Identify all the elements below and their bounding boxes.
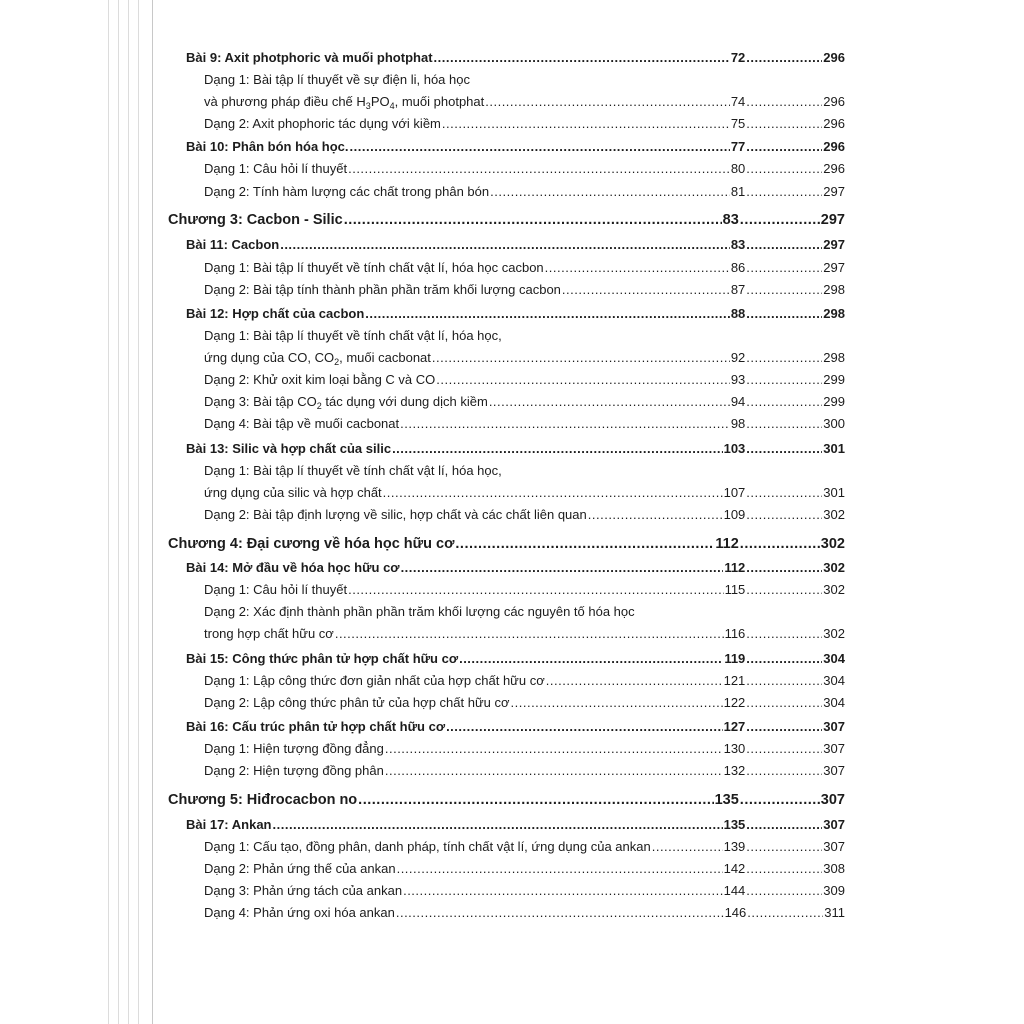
answer-page-number: 296 [823,161,845,176]
answer-page-number: 297 [823,184,845,199]
dot-leader [459,648,723,670]
answer-page-number: 298 [823,350,845,365]
dot-leader [446,716,723,738]
answer-page-number: 296 [823,116,845,131]
answer-page-number: 302 [823,507,845,522]
dot-leader [344,209,722,231]
exercise-entry [204,670,845,692]
dot-leader [746,814,822,836]
dot-leader [746,716,822,738]
exercise-entry [204,391,845,413]
exercise-entry [204,279,845,301]
exercise-entry [204,257,845,279]
dot-leader [746,836,822,858]
entry-continuation [204,325,845,347]
question-page-number: 139 [723,839,746,854]
dot-leader [746,557,822,579]
chapter-entry [168,533,845,555]
question-page-number: 75 [730,116,746,131]
dot-leader [383,482,723,504]
dot-leader [396,902,724,924]
entry-title: Dạng 1: Bài tập lí thuyết về tính chất vật lí, hóa học, [204,463,502,478]
exercise-entry [204,836,845,858]
dot-leader [746,413,822,435]
dot-leader [436,369,730,391]
dot-leader [385,738,723,760]
question-page-number: 146 [724,905,747,920]
question-page-number: 98 [730,416,746,431]
entry-title: Bài 14: Mở đầu về hóa học hữu cơ [186,560,400,575]
entry-title: Bài 15: Công thức phân tử hợp chất hữu cơ [186,651,459,666]
lesson-entry [186,234,845,256]
entry-title: Dạng 1: Bài tập lí thuyết về tính chất vật lí, hóa học, [204,328,502,343]
dot-leader [442,113,730,135]
exercise-entry [204,369,845,391]
dot-leader [588,504,723,526]
dot-leader [403,880,723,902]
answer-page-number: 298 [823,306,845,321]
answer-page-number: 300 [823,416,845,431]
entry-title: ứng dụng của silic và hợp chất [204,485,382,500]
question-page-number: 130 [723,741,746,756]
dot-leader [350,136,730,158]
dot-leader [546,670,723,692]
dot-leader [489,391,730,413]
question-page-number: 92 [730,350,746,365]
dot-leader [652,836,723,858]
answer-page-number: 297 [823,260,845,275]
dot-leader [740,533,820,555]
dot-leader [747,902,823,924]
question-page-number: 83 [722,212,739,228]
entry-title: Chương 3: Cacbon - Silic [168,212,343,228]
answer-page-number: 298 [823,282,845,297]
lesson-entry [186,136,845,158]
lesson-entry [186,648,845,670]
dot-leader [273,814,723,836]
exercise-entry [204,158,845,180]
question-page-number: 116 [724,626,746,641]
dot-leader [740,209,820,231]
answer-page-number: 297 [820,212,845,228]
entry-title: Dạng 1: Câu hỏi lí thuyết [204,582,348,597]
dot-leader [746,692,822,714]
dot-leader [401,557,724,579]
answer-page-number: 299 [823,372,845,387]
answer-page-number: 304 [823,673,845,688]
dot-leader [392,438,723,460]
exercise-entry [204,623,845,645]
answer-page-number: 307 [823,763,845,778]
dot-leader [746,670,822,692]
entry-title: Chương 4: Đại cương về hóa học hữu cơ [168,536,455,552]
dot-leader [746,234,822,256]
question-page-number: 115 [724,582,746,597]
exercise-entry [204,181,845,203]
entry-title: Bài 11: Cacbon [186,237,280,252]
entry-title: Dạng 2: Phản ứng thế của ankan [204,861,396,876]
answer-page-number: 304 [823,695,845,710]
entry-title: Dạng 1: Bài tập lí thuyết về tính chất vật lí, hóa học cacbon [204,260,544,275]
question-page-number: 86 [730,260,746,275]
question-page-number: 80 [730,161,746,176]
entry-title: Dạng 2: Khử oxit kim loại bằng C và CO [204,372,436,387]
dot-leader [746,504,822,526]
entry-continuation [204,460,845,482]
exercise-entry [204,504,845,526]
entry-title: Bài 17: Ankan [186,817,272,832]
entry-title: Dạng 4: Phản ứng oxi hóa ankan [204,905,395,920]
dot-leader [746,369,822,391]
answer-page-number: 302 [823,560,845,575]
entry-title: Dạng 1: Lập công thức đơn giản nhất của hợp chất hữu cơ [204,673,545,688]
entry-title: Dạng 1: Cấu tạo, đồng phân, danh pháp, tính chất vật lí, ứng dụng của ankan [204,839,651,854]
exercise-entry [204,579,845,601]
exercise-entry [204,692,845,714]
dot-leader [490,181,730,203]
answer-page-number: 311 [824,905,845,920]
dot-leader [746,760,822,782]
entry-title: Dạng 3: Phản ứng tách của ankan [204,883,403,898]
entry-title: Bài 12: Hợp chất của cacbon [186,306,365,321]
dot-leader [746,623,822,645]
question-page-number: 74 [730,94,746,109]
dot-leader [434,47,730,69]
entry-title: Bài 16: Cấu trúc phân tử hợp chất hữu cơ [186,719,446,734]
dot-leader [385,760,723,782]
answer-page-number: 308 [823,861,845,876]
entry-title: Bài 9: Axit photphoric và muối photphat [186,50,433,65]
entry-title: Bài 13: Silic và hợp chất của silic [186,441,392,456]
dot-leader [400,413,730,435]
exercise-entry [204,738,845,760]
exercise-entry [204,902,845,924]
dot-leader [348,158,730,180]
lesson-entry [186,303,845,325]
entry-title: trong hợp chất hữu cơ [204,626,334,641]
chapter-entry [168,209,845,231]
answer-page-number: 304 [823,651,845,666]
question-page-number: 127 [723,719,746,734]
question-page-number: 77 [730,139,746,154]
answer-page-number: 297 [823,237,845,252]
entry-title: và phương pháp điều chế $H_3PO_4$, muối photphat [204,94,485,111]
question-page-number: 112 [715,536,739,552]
exercise-entry [204,413,845,435]
question-page-number: 122 [723,695,746,710]
answer-page-number: 307 [823,719,845,734]
entry-title: Bài 10: Phân bón hóa học. [186,139,349,154]
answer-page-number: 296 [823,94,845,109]
dot-leader [455,533,714,555]
question-page-number: 94 [730,394,746,409]
entry-continuation [204,601,845,623]
dot-leader [746,858,822,880]
dot-leader [746,880,822,902]
exercise-entry [204,91,845,113]
entry-title: Dạng 3: Bài tập $CO_2$ tác dụng với dung dịch kiềm [204,394,488,411]
entry-title: Chương 5: Hiđrocacbon no [168,792,358,808]
dot-leader [746,303,822,325]
question-page-number: 135 [714,792,739,808]
lesson-entry [186,814,845,836]
entry-continuation [204,69,845,91]
answer-page-number: 307 [823,839,845,854]
answer-page-number: 302 [823,582,845,597]
dot-leader [365,303,730,325]
question-page-number: 93 [730,372,746,387]
dot-leader [746,347,822,369]
entry-title: Dạng 2: Lập công thức phân tử của hợp chất hữu cơ [204,695,510,710]
question-page-number: 103 [723,441,746,456]
dot-leader [397,858,723,880]
dot-leader [432,347,730,369]
question-page-number: 83 [730,237,746,252]
lesson-entry [186,47,845,69]
dot-leader [545,257,730,279]
dot-leader [562,279,730,301]
dot-leader [746,438,822,460]
question-page-number: 88 [730,306,746,321]
question-page-number: 135 [723,817,746,832]
entry-title: Dạng 1: Câu hỏi lí thuyết [204,161,348,176]
answer-page-number: 301 [823,485,845,500]
question-page-number: 121 [723,673,746,688]
exercise-entry [204,113,845,135]
exercise-entry [204,858,845,880]
lesson-entry [186,557,845,579]
dot-leader [746,738,822,760]
dot-leader [348,579,723,601]
entry-title: Dạng 1: Bài tập lí thuyết về sự điện li, hóa học [204,72,470,87]
dot-leader [358,789,713,811]
question-page-number: 144 [723,883,746,898]
dot-leader [485,91,730,113]
dot-leader [746,579,822,601]
question-page-number: 142 [723,861,746,876]
dot-leader [740,789,820,811]
dot-leader [746,47,822,69]
entry-title: Dạng 2: Hiện tượng đồng phân [204,763,384,778]
dot-leader [746,136,822,158]
lesson-entry [186,438,845,460]
question-page-number: 87 [730,282,746,297]
dot-leader [746,391,822,413]
entry-title: Dạng 4: Bài tập về muối cacbonat [204,416,400,431]
entry-title: Dạng 2: Axit phophoric tác dụng với kiềm [204,116,441,131]
dot-leader [746,648,822,670]
chapter-entry [168,789,845,811]
dot-leader [280,234,730,256]
answer-page-number: 307 [820,792,845,808]
answer-page-number: 302 [823,626,845,641]
entry-title: Dạng 2: Xác định thành phần phần trăm khối lượng các nguyên tố hóa học [204,604,635,619]
answer-page-number: 301 [823,441,845,456]
answer-page-number: 307 [823,817,845,832]
answer-page-number: 307 [823,741,845,756]
dot-leader [335,623,724,645]
dot-leader [746,158,822,180]
answer-page-number: 309 [823,883,845,898]
question-page-number: 81 [730,184,746,199]
answer-page-number: 302 [820,536,845,552]
dot-leader [746,113,822,135]
dot-leader [746,482,822,504]
dot-leader [746,257,822,279]
exercise-entry [204,760,845,782]
answer-page-number: 296 [823,50,845,65]
entry-title: Dạng 2: Tính hàm lượng các chất trong phân bón [204,184,490,199]
dot-leader [746,181,822,203]
exercise-entry [204,482,845,504]
dot-leader [746,279,822,301]
question-page-number: 109 [723,507,746,522]
question-page-number: 132 [723,763,746,778]
dot-leader [511,692,723,714]
answer-page-number: 296 [823,139,845,154]
entry-title: Dạng 2: Bài tập định lượng về silic, hợp chất và các chất liên quan [204,507,587,522]
question-page-number: 72 [730,50,746,65]
answer-page-number: 299 [823,394,845,409]
question-page-number: 107 [723,485,746,500]
exercise-entry [204,880,845,902]
entry-title: ứng dụng của CO, $CO_2$, muối cacbonat [204,350,431,367]
dot-leader [746,91,822,113]
entry-title: Dạng 2: Bài tập tính thành phần phần trăm khối lượng cacbon [204,282,561,297]
question-page-number: 112 [724,560,746,575]
question-page-number: 119 [724,651,746,666]
lesson-entry [186,716,845,738]
exercise-entry [204,347,845,369]
entry-title: Dạng 1: Hiện tượng đồng đẳng [204,741,384,756]
